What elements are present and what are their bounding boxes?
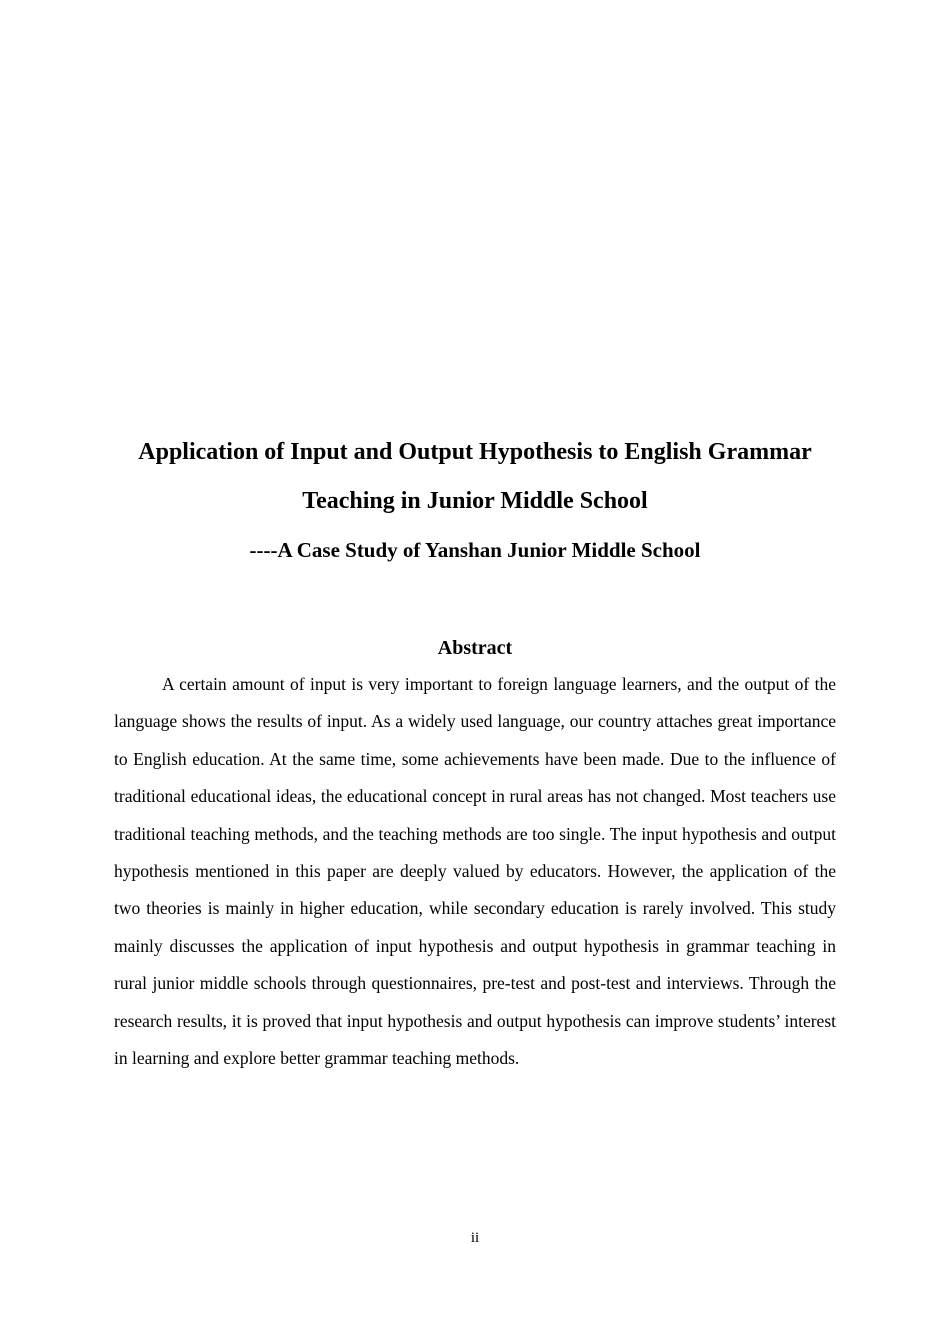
title-block xyxy=(80,428,870,575)
paper-title-line-2: Teaching in Junior Middle School xyxy=(302,488,648,514)
abstract-body: A certain amount of input is very important to foreign language learners, and the output of the language shows the results of input. As a widely used language, our country attaches great importance to English education. At the same time, some achievements have been made. Due to the influence of traditional educational ideas, the educational concept in rural areas has not changed. Most teachers use traditional teaching methods, and the teaching methods are too single. The input hypothesis and output hypothesis mentioned in this paper are deeply valued by educators. However, the application of the two theories is mainly in higher education, while secondary education is rarely involved. This study mainly discusses the application of input hypothesis and output hypothesis in grammar teaching in rural junior middle schools through questionnaires, pre-test and post-test and interviews. Through the research results, it is proved that input hypothesis and output hypothesis can improve students’ interest in learning and explore better grammar teaching methods. xyxy=(114,674,836,1069)
paper-subtitle: ----A Case Study of Yanshan Junior Middle School xyxy=(249,538,701,562)
page-number: ii xyxy=(470,1230,480,1246)
abstract-heading: Abstract xyxy=(437,637,513,659)
paper-title-line-1: Application of Input and Output Hypothesis to English Grammar xyxy=(138,439,812,465)
